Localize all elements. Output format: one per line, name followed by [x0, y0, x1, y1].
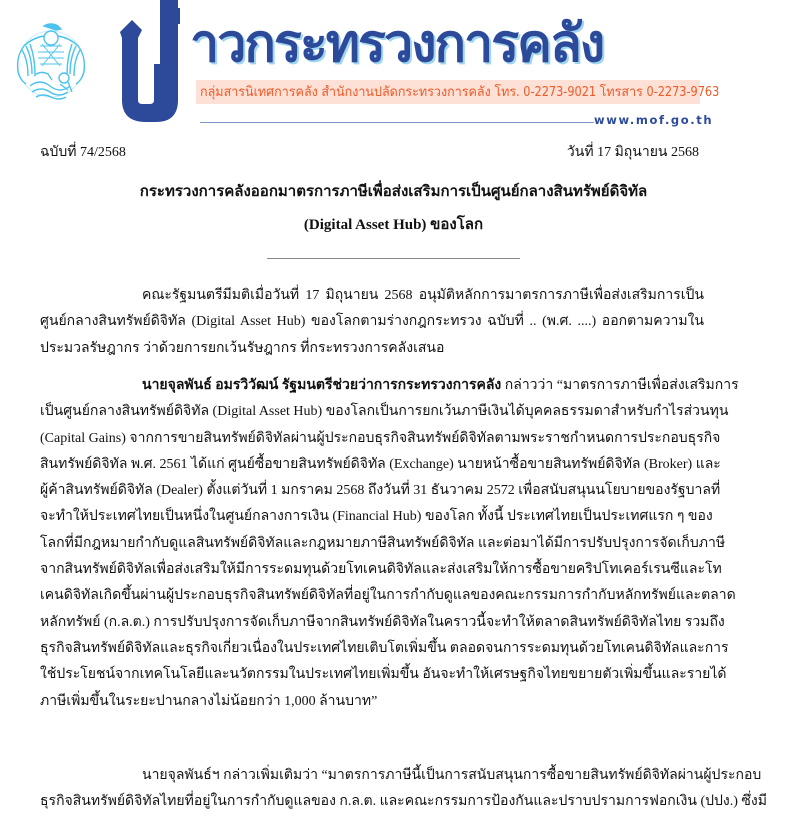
paragraph-line: ภาษีเพิ่มขึ้นในระยะปานกลางไม่น้อยกว่า 1,000 ล้านบาท” — [40, 693, 378, 709]
letterhead — [0, 0, 787, 135]
paragraph-line: ใช้ประโยชน์จากเทคโนโลยีและนวัตกรรมในประเทศไทยเพิ่มขึ้น อันจะทำให้เศรษฐกิจไทยขยายตัวเพิ่มขึ้นและรายได้ — [40, 667, 727, 683]
paragraph-line: ผู้ค้าสินทรัพย์ดิจิทัล (Dealer) ตั้งแต่วันที่ 1 มกราคม 2568 ถึงวันที่ 31 ธันวาคม 2572 เพื่อสนับสนุนนโยบายของรัฐบาลที่ — [40, 483, 721, 499]
paragraph-line: ธุรกิจสินทรัพย์ดิจิทัลไทยที่อยู่ในการกำกับดูแลของ ก.ล.ต. และคณะกรรมการป้องกันและปราบปรามการฟอกเงิน (ปปง.) ซึ่งมี — [40, 794, 767, 810]
paragraph-line: คณะรัฐมนตรีมีมติเมื่อวันที่ 17 มิถุนายน 2568 อนุมัติหลักการมาตรการภาษีเพื่อส่งเสริมการเป็น — [142, 288, 704, 303]
paragraph-line: จากสินทรัพย์ดิจิทัลเพื่อส่งเสริมให้มีการระดมทุนด้วยโทเคนดิจิทัลและส่งเสริมให้การซื้อขายคริปโทเคอร์เรนซีและโท — [40, 562, 722, 578]
paragraph-line: ธุรกิจสินทรัพย์ดิจิทัลและธุรกิจเกี่ยวเนื่องในประเทศไทยเติบโตเพิ่มขึ้น ตลอดจนการระดมทุนด้วยโทเคนดิจิทัลและการ — [40, 640, 729, 656]
paragraph-3 — [40, 763, 767, 816]
paragraph-2 — [40, 373, 739, 715]
paragraph-line: นายจุลพันธ์ฯ กล่าวเพิ่มเติมว่า “มาตรการภาษีนี้เป็นการสนับสนุนการซื้อขายสินทรัพย์ดิจิทัลผ่านผู้ประกอบ — [142, 768, 762, 783]
issue-number: ฉบับที่ 74/2568 — [40, 145, 126, 160]
news-logo-glyph — [120, 0, 182, 122]
speaker-name: นายจุลพันธ์ อมรวิวัฒน์ รัฐมนตรีช่วยว่าการกระทรวงการคลัง — [142, 378, 502, 393]
headline-line-1: กระทรวงการคลังออกมาตรการภาษีเพื่อส่งเสริมการเป็นศูนย์กลางสินทรัพย์ดิจิทัล — [139, 184, 648, 200]
paragraph-line: เป็นศูนย์กลางสินทรัพย์ดิจิทัล (Digital Asset Hub) ของโลกเป็นการยกเว้นภาษีเงินได้บุคคลธรรมดาสำหรับกำไรส่วนทุน — [40, 404, 729, 420]
website-link[interactable]: www.mof.go.th — [594, 113, 714, 127]
paragraph-line: หลักทรัพย์ (ก.ล.ต.) การปรับปรุงการจัดเก็บภาษีจากสินทรัพย์ดิจิทัลในคราวนี้จะทำให้ตลาดสินทรัพย์ดิจิทัลไทย รวมถึง — [40, 614, 725, 630]
paragraph-line: สินทรัพย์ดิจิทัล พ.ศ. 2561 ได้แก่ ศูนย์ซื้อขายสินทรัพย์ดิจิทัล (Exchange) นายหน้าซื้อขายสินทรัพย์ดิจิทัล (Broker) และ — [40, 456, 721, 472]
headline-line-2: (Digital Asset Hub) ของโลก — [303, 217, 484, 233]
paragraph-line: (Capital Gains) จากการขายสินทรัพย์ดิจิทัลผ่านผู้ประกอบธุรกิจสินทรัพย์ดิจิทัลตามพระราชกำหนดการประกอบธุรกิจ — [40, 430, 721, 446]
paragraph-line: โลกที่มีกฎหมายกำกับดูแลสินทรัพย์ดิจิทัลและกฎหมายภาษีสินทรัพย์ดิจิทัล และต่อมาได้มีการปรับปรุงการจัดเก็บภาษี — [40, 535, 726, 551]
contact-info: กลุ่มสารนิเทศการคลัง สำนักงานปลัดกระทรวงการคลัง โทร. 0-2273-9021 โทรสาร 0-2273-9763 — [200, 84, 720, 100]
paragraph-line: จะทำให้ประเทศไทยเป็นหนึ่งในศูนย์กลางการเงิน (Financial Hub) ของโลก ทั้งนี้ ประเทศไทยเป็นประเทศแรก ๆ ของ — [40, 509, 713, 525]
garuda-emblem-icon — [10, 20, 92, 102]
lead-text: กล่าวว่า “มาตรการภาษีเพื่อส่งเสริมการ — [501, 378, 739, 393]
issue-date: วันที่ 17 มิถุนายน 2568 — [566, 145, 699, 160]
paragraph-1 — [40, 283, 704, 362]
header-divider — [200, 122, 594, 123]
paragraph-line: ศูนย์กลางสินทรัพย์ดิจิทัล (Digital Asset Hub) ของโลกตามร่างกฎกระทรวง ฉบับที่ .. (พ.ศ. ....) ออกตามความใน — [40, 314, 704, 330]
paragraph-lead-line — [40, 373, 739, 399]
paragraph-line: ประมวลรัษฎากร ว่าด้วยการยกเว้นรัษฎากร ที่กระทรวงการคลังเสนอ — [40, 340, 445, 356]
paragraph-line: เคนดิจิทัลเกิดขึ้นผ่านผู้ประกอบธุรกิจสินทรัพย์ดิจิทัลที่อยู่ในการกำกับดูแลของคณะกรรมการกำกับหลักทรัพย์และตลาด — [40, 588, 736, 604]
title-divider — [267, 258, 520, 259]
newsletter-title: าวกระทรวงการคลัง — [190, 14, 604, 74]
